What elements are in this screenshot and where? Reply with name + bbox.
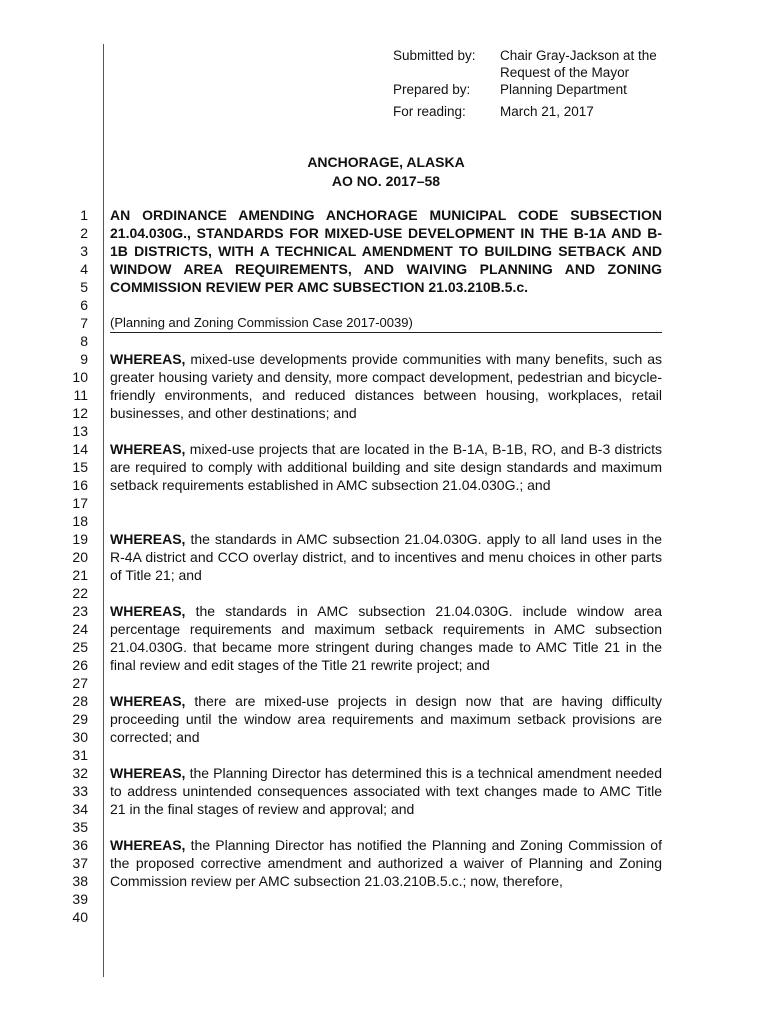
line-number: 2: [80, 225, 88, 241]
for-reading-value: March 21, 2017: [500, 104, 594, 119]
prepared-by-label: Prepared by:: [393, 82, 471, 97]
line-number: 39: [72, 891, 88, 907]
whereas-keyword: WHEREAS,: [110, 603, 186, 619]
whereas-clause: [110, 692, 662, 746]
line-number: 22: [72, 585, 88, 601]
whereas-text: there are mixed-use projects in design now that are having difficulty proceeding until the window area requirements and maximum setback provisions are corrected; and: [110, 693, 663, 745]
line-number: 6: [80, 297, 88, 313]
whereas-clause: [110, 602, 662, 674]
line-number: 20: [72, 549, 88, 565]
whereas-clause: [110, 440, 662, 494]
line-number: 7: [80, 315, 88, 331]
line-number: 10: [72, 369, 88, 385]
line-number: 14: [72, 441, 88, 457]
line-number: 16: [72, 477, 88, 493]
ao-number-heading: AO NO. 2017–58: [331, 173, 441, 189]
line-number: 25: [72, 639, 88, 655]
line-number: 28: [72, 693, 88, 709]
line-number: 8: [80, 333, 88, 349]
line-number: 29: [72, 711, 88, 727]
line-number: 27: [72, 675, 88, 691]
ordinance-title: AN ORDINANCE AMENDING ANCHORAGE MUNICIPAL CODE SUBSECTION 21.04.030G., STANDARDS FOR MIXED-USE DEVELOPMENT IN THE B-1A AND B-1B DISTRICTS, WITH A TECHNICAL AMENDMENT TO BUILDING SETBACK AND WINDOW AREA REQUIREMENTS, AND WAIVING PLANNING AND ZONING COMMISSION REVIEW PER AMC SUBSECTION 21.03.210B.5.c.: [110, 207, 662, 295]
whereas-text: the Planning Director has determined this is a technical amendment needed to address unintended consequences associated with text changes made to AMC Title 21 in the final stages of review and approval; and: [110, 765, 663, 817]
line-number: 32: [72, 765, 88, 781]
whereas-keyword: WHEREAS,: [110, 531, 186, 547]
line-number: 31: [72, 747, 88, 763]
line-number: 26: [72, 657, 88, 673]
submitted-by-value-2: Request of the Mayor: [500, 65, 630, 80]
whereas-clause: [110, 530, 662, 584]
whereas-keyword: WHEREAS,: [110, 837, 186, 853]
line-number: 38: [72, 873, 88, 889]
whereas-keyword: WHEREAS,: [110, 765, 186, 781]
whereas-text: the standards in AMC subsection 21.04.030G. apply to all land uses in the R-4A district and CCO overlay district, and to incentives and menu choices in other parts of Title 21; and: [110, 531, 663, 583]
line-number: 13: [72, 423, 88, 439]
line-number: 11: [73, 387, 88, 403]
submitted-by-value: Chair Gray-Jackson at the: [500, 48, 657, 63]
line-number: 17: [72, 495, 88, 511]
line-number: 4: [80, 261, 88, 277]
whereas-text: mixed-use developments provide communities with many benefits, such as greater housing variety and density, more compact development, pedestrian and bicycle-friendly environments, and reduced distances between housing, workplaces, retail businesses, and other destinations; and: [110, 351, 663, 421]
line-number: 21: [72, 567, 88, 583]
line-number: 3: [80, 243, 88, 259]
whereas-clause: [110, 836, 662, 890]
line-number: 34: [72, 801, 88, 817]
whereas-clause: [110, 764, 662, 818]
line-number: 1: [80, 207, 88, 223]
line-number: 15: [72, 459, 88, 475]
city-heading: ANCHORAGE, ALASKA: [307, 154, 465, 170]
whereas-keyword: WHEREAS,: [110, 693, 186, 709]
whereas-text: the Planning Director has notified the Planning and Zoning Commission of the proposed corrective amendment and authorized a waiver of Planning and Zoning Commission review per AMC subsection 21.03.210B.5.c.; now, therefore,: [110, 837, 662, 889]
line-number: 9: [80, 351, 88, 367]
line-number: 19: [72, 531, 88, 547]
line-number: 35: [72, 819, 88, 835]
line-number-rule: [103, 44, 104, 977]
whereas-keyword: WHEREAS,: [110, 441, 186, 457]
line-number: 5: [80, 279, 88, 295]
line-number: 36: [72, 837, 88, 853]
whereas-keyword: WHEREAS,: [110, 351, 186, 367]
line-number: 40: [72, 909, 88, 925]
line-number: 33: [72, 783, 88, 799]
prepared-by-value: Planning Department: [500, 82, 627, 97]
line-number: 12: [72, 405, 88, 421]
line-number: 30: [72, 729, 88, 745]
line-number: 37: [72, 855, 88, 871]
for-reading-label: For reading:: [393, 104, 466, 119]
line-number: 18: [72, 513, 88, 529]
line-number: 24: [72, 621, 88, 637]
whereas-text: the standards in AMC subsection 21.04.030G. include window area percentage requirements and maximum setback requirements in AMC subsection 21.04.030G. that became more stringent during changes made to AMC Title 21 in the final review and edit stages of the Title 21 rewrite project; and: [110, 603, 663, 673]
whereas-text: mixed-use projects that are located in the B-1A, B-1B, RO, and B-3 districts are required to comply with additional building and site design standards and maximum setback requirements established in AMC subsection 21.04.030G.; and: [110, 441, 663, 493]
submitted-by-label: Submitted by:: [393, 48, 476, 63]
line-number: 23: [72, 603, 88, 619]
case-reference: (Planning and Zoning Commission Case 2017-0039): [110, 314, 662, 333]
whereas-clause: [110, 350, 662, 422]
